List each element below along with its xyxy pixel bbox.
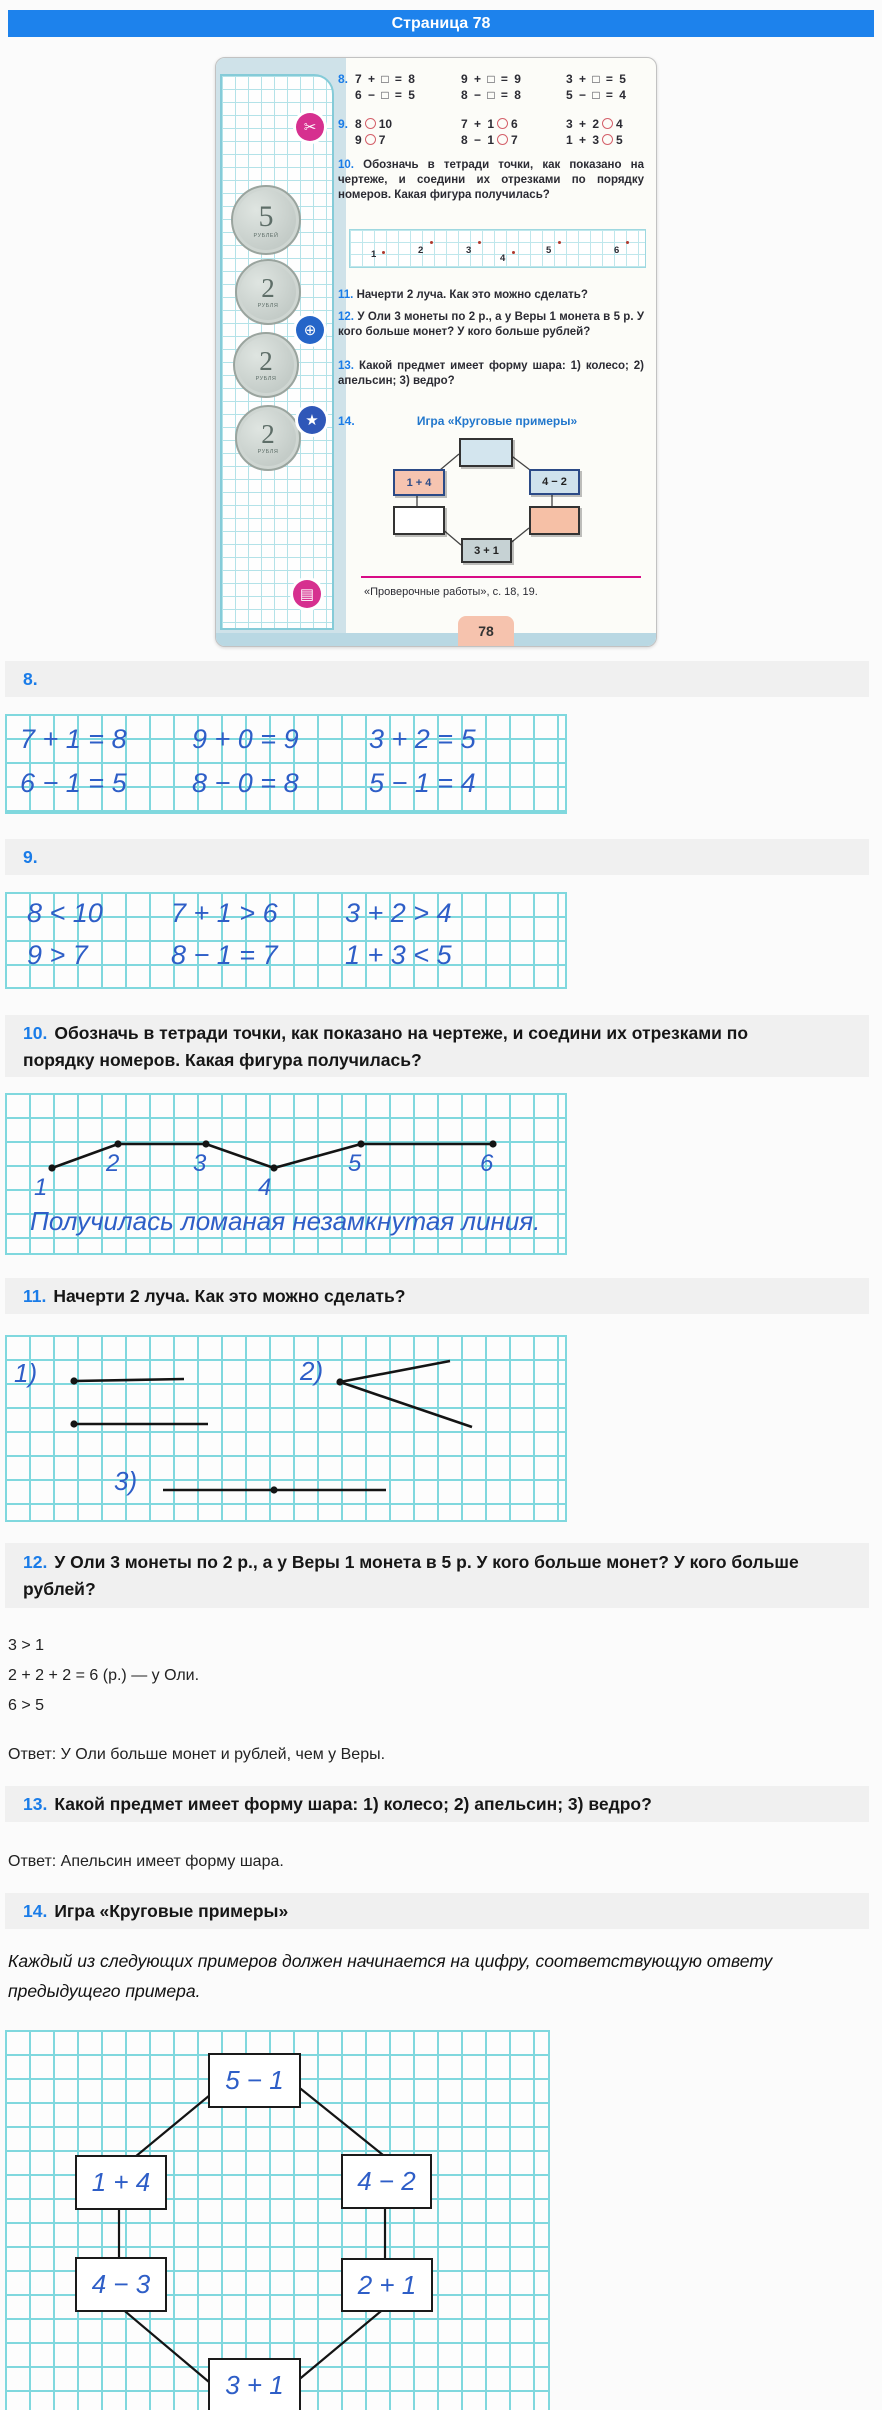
answer-13: Ответ: Апельсин имеет форму шара. bbox=[8, 1853, 284, 1870]
compare-circle-icon bbox=[602, 118, 613, 129]
section-8-header: 8. bbox=[5, 661, 869, 697]
coin-2-rubles: 2 РУБЛЯ bbox=[233, 332, 299, 398]
notebook-icon: ▤ bbox=[293, 580, 321, 608]
book-page-number: 78 bbox=[458, 616, 514, 646]
hw-equation: 7 + 1 = 8 bbox=[20, 724, 127, 754]
point-label: 2 bbox=[106, 1150, 120, 1177]
book-ex8-number: 8. bbox=[338, 72, 349, 86]
compare-circle-icon bbox=[365, 134, 376, 145]
book-task-12: 12. У Оли 3 монеты по 2 р., а у Веры 1 монета в 5 р. У кого больше монет? У кого больше рублей? bbox=[338, 311, 644, 338]
book-game-title: Игра «Круговые примеры» bbox=[416, 414, 578, 428]
book-bottom-edge bbox=[216, 633, 656, 646]
coin-2-rubles: 2 РУБЛЯ bbox=[235, 259, 301, 325]
point-label: 1 bbox=[371, 249, 377, 260]
hw-equation: 8 − 0 = 8 bbox=[192, 768, 299, 798]
hw-equation: 9 + 0 = 9 bbox=[192, 724, 299, 754]
point-label: 3 bbox=[193, 1150, 207, 1177]
example-box-2plus1: 2 + 1 bbox=[341, 2258, 433, 2312]
book-task-11: 11. Начерти 2 луча. Как это можно сделать? bbox=[338, 289, 588, 301]
point-dot bbox=[382, 251, 385, 254]
scissors-icon: ✂ bbox=[296, 113, 324, 141]
magenta-rule bbox=[361, 576, 641, 578]
point-label: 2 bbox=[418, 245, 424, 256]
section-9-header: 9. bbox=[5, 839, 869, 875]
answer-12: Ответ: У Оли больше монет и рублей, чем у Веры. bbox=[8, 1746, 386, 1763]
compare-circle-icon bbox=[365, 118, 376, 129]
book-comparison: 8 − 1 7 bbox=[461, 133, 518, 147]
hw-equation: 1 + 3 < 5 bbox=[345, 940, 452, 970]
coin-5-rubles: 5 РУБЛЕЙ bbox=[231, 185, 301, 255]
point-label: 3 bbox=[466, 245, 472, 256]
hw-equation: 8 < 10 bbox=[27, 898, 103, 928]
book-comparison: 7 + 1 6 bbox=[461, 117, 518, 131]
book-equation: 3 + □ = 5 bbox=[566, 72, 626, 86]
rays-drawing bbox=[5, 1335, 565, 1520]
point-dot bbox=[558, 241, 561, 244]
book-equation: 5 − □ = 4 bbox=[566, 88, 626, 102]
star-planet-icon: ★ bbox=[298, 406, 326, 434]
compare-circle-icon bbox=[497, 118, 508, 129]
point-label: 5 bbox=[348, 1150, 362, 1177]
book-equation: 8 − □ = 8 bbox=[461, 88, 521, 102]
section-10-header: 10. Обозначь в тетради точки, как показано на чертеже, и соедини их отрезками по порядку номеров. Какая фигура получилась? bbox=[5, 1015, 869, 1077]
section-13-header: 13. Какой предмет имеет форму шара: 1) колесо; 2) апельсин; 3) ведро? bbox=[5, 1786, 869, 1822]
point-label: 6 bbox=[480, 1150, 494, 1177]
hw-equation: 5 − 1 = 4 bbox=[369, 768, 476, 798]
ray-case-label: 3) bbox=[114, 1466, 138, 1496]
book-ex14-number: 14. bbox=[338, 414, 355, 428]
section-12-header: 12. У Оли 3 монеты по 2 р., а у Веры 1 монета в 5 р. У кого больше монет? У кого больше рублей? bbox=[5, 1543, 869, 1608]
book-equation: 7 + □ = 8 bbox=[355, 72, 415, 86]
book-comparison: 1 + 3 5 bbox=[566, 133, 623, 147]
book-comparison: 9 7 bbox=[355, 133, 386, 147]
book-box-4minus2: 4 − 2 bbox=[529, 469, 580, 495]
point-dot bbox=[430, 241, 433, 244]
hw-equation: 7 + 1 > 6 bbox=[171, 898, 278, 928]
hw-equation: 8 − 1 = 7 bbox=[171, 940, 278, 970]
coin-2-rubles: 2 РУБЛЯ bbox=[235, 405, 301, 471]
example-box-4minus2: 4 − 2 bbox=[341, 2154, 432, 2209]
compare-circle-icon bbox=[602, 134, 613, 145]
book-box-empty-top bbox=[459, 438, 513, 467]
point-label: 6 bbox=[614, 245, 620, 256]
textbook-scan bbox=[215, 57, 657, 647]
point-label: 4 bbox=[500, 253, 506, 264]
section-11-header: 11. Начерти 2 луча. Как это можно сделать? bbox=[5, 1278, 869, 1314]
example-box-5minus1: 5 − 1 bbox=[208, 2053, 301, 2108]
section-14-header: 14. Игра «Круговые примеры» bbox=[5, 1893, 869, 1929]
hw-equation: 9 > 7 bbox=[27, 940, 88, 970]
point-dot bbox=[512, 251, 515, 254]
example-box-1plus4: 1 + 4 bbox=[75, 2155, 167, 2210]
book-ex9-number: 9. bbox=[338, 117, 349, 131]
hw-equation: 3 + 2 = 5 bbox=[369, 724, 476, 754]
ray-case-label: 2) bbox=[300, 1356, 324, 1386]
point-label: 5 bbox=[546, 245, 552, 256]
book-task-13: 13. Какой предмет имеет форму шара: 1) колесо; 2) апельсин; 3) ведро? bbox=[338, 360, 644, 387]
page-title: Страница 78 bbox=[8, 10, 874, 37]
solution-line: 3 > 1 bbox=[8, 1637, 45, 1654]
book-equation: 9 + □ = 9 bbox=[461, 72, 521, 86]
book-comparison: 8 10 bbox=[355, 117, 393, 131]
book-footer: «Проверочные работы», с. 18, 19. bbox=[364, 586, 538, 598]
compare-circle-icon bbox=[497, 134, 508, 145]
book-equation: 6 − □ = 5 bbox=[355, 88, 415, 102]
point-label: 4 bbox=[258, 1174, 272, 1201]
globe-icon: ⊕ bbox=[296, 316, 324, 344]
solution-line: 2 + 2 + 2 = 6 (р.) — у Оли. bbox=[8, 1667, 200, 1684]
book-box-empty-right bbox=[529, 506, 580, 535]
point-label: 1 bbox=[34, 1174, 48, 1201]
book-box-empty-left bbox=[393, 506, 445, 535]
book-box-3plus1: 3 + 1 bbox=[461, 538, 512, 563]
book-points-strip bbox=[349, 229, 646, 268]
book-comparison: 3 + 2 4 bbox=[566, 117, 623, 131]
answer-10: Получилась ломаная незамкнутая линия. bbox=[30, 1206, 541, 1236]
solution-line: 6 > 5 bbox=[8, 1697, 45, 1714]
point-dot bbox=[478, 241, 481, 244]
book-task-10: 10. Обозначь в тетради точки, как показано на чертеже, и соедини их отрезками по порядку номеров. Какая фигура получилась? bbox=[338, 159, 644, 201]
example-box-4minus3: 4 − 3 bbox=[75, 2257, 167, 2312]
book-box-1plus4: 1 + 4 bbox=[393, 469, 445, 496]
example-box-3plus1: 3 + 1 bbox=[208, 2358, 301, 2410]
hw-equation: 3 + 2 > 4 bbox=[345, 898, 452, 928]
hw-equation: 6 − 1 = 5 bbox=[20, 768, 127, 798]
ray-case-label: 1) bbox=[14, 1358, 38, 1388]
game-note: Каждый из следующих примеров должен начинается на цифру, соответствующую ответу предыдущего примера. bbox=[8, 1951, 773, 2001]
point-dot bbox=[626, 241, 629, 244]
